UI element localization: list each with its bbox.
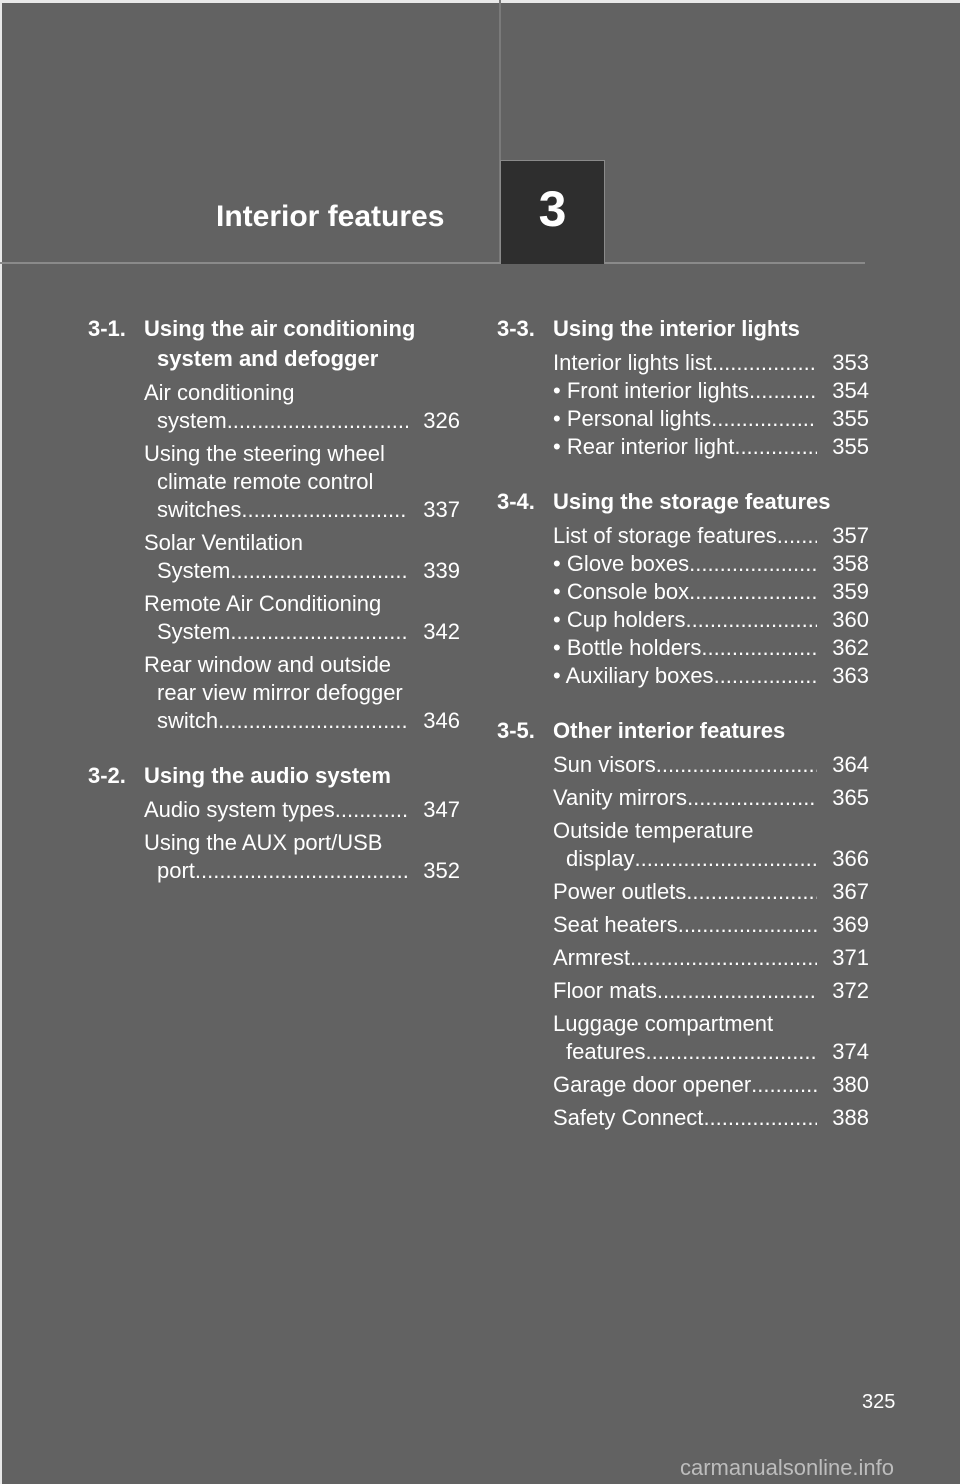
entry-page-number: 363 bbox=[832, 663, 869, 688]
entry-text-line: Remote Air Conditioning bbox=[144, 591, 382, 616]
entry-text-line: Audio system types bbox=[144, 797, 335, 822]
entry-text-line: System bbox=[157, 558, 231, 583]
entry-leader-row bbox=[144, 618, 460, 646]
entry-text-line: • Console box bbox=[553, 579, 690, 604]
entry-page-number: 353 bbox=[832, 350, 869, 375]
toc-entry-defogger-switch[interactable] bbox=[144, 651, 460, 735]
section-heading bbox=[497, 487, 869, 517]
entry-page-number: 355 bbox=[832, 406, 869, 431]
entry-leader-row bbox=[553, 349, 869, 377]
watermark: carmanualsonline.info bbox=[680, 1455, 895, 1480]
dot-leader bbox=[241, 496, 408, 524]
entry-leader-row bbox=[553, 578, 869, 606]
header-divider-horizontal bbox=[0, 262, 865, 264]
toc-entry-console-box[interactable] bbox=[553, 578, 869, 606]
toc-section-3-4 bbox=[497, 487, 869, 690]
dot-leader bbox=[734, 433, 817, 461]
entry-page-number: 326 bbox=[423, 408, 460, 433]
toc-entry-rear-interior-light[interactable] bbox=[553, 433, 869, 461]
entry-page-number: 372 bbox=[832, 978, 869, 1003]
entry-page-number: 366 bbox=[832, 846, 869, 871]
section-heading bbox=[497, 716, 869, 746]
entry-page-number: 380 bbox=[832, 1072, 869, 1097]
toc-entry-air-conditioning-system[interactable] bbox=[144, 379, 460, 435]
entry-leader-row bbox=[144, 407, 460, 435]
entry-page-number: 339 bbox=[423, 558, 460, 583]
toc-entry-outside-temperature-display[interactable] bbox=[553, 817, 869, 873]
entry-page-number: 365 bbox=[832, 785, 869, 810]
entry-page-number: 371 bbox=[832, 945, 869, 970]
toc-entry-sun-visors[interactable] bbox=[553, 751, 869, 779]
dot-leader bbox=[689, 550, 817, 578]
dot-leader bbox=[685, 606, 817, 634]
entry-text-line: climate remote control bbox=[157, 469, 374, 494]
entry-text-line: System bbox=[157, 619, 231, 644]
entry-page-number: 360 bbox=[832, 607, 869, 632]
dot-leader bbox=[701, 634, 817, 662]
dot-leader bbox=[630, 944, 817, 972]
dot-leader bbox=[634, 845, 817, 873]
entry-text-line: port bbox=[157, 858, 195, 883]
entry-text-line: Garage door opener bbox=[553, 1072, 752, 1097]
entry-text-line: • Auxiliary boxes bbox=[553, 663, 714, 688]
toc-entry-interior-lights-list[interactable] bbox=[553, 349, 869, 377]
toc-entry-auxiliary-boxes[interactable] bbox=[553, 662, 869, 690]
section-title-line: system and defogger bbox=[157, 346, 379, 371]
entry-text-line: Seat heaters bbox=[553, 912, 678, 937]
dot-leader bbox=[777, 522, 817, 550]
entry-page-number: 369 bbox=[832, 912, 869, 937]
toc-entry-safety-connect[interactable] bbox=[553, 1104, 869, 1132]
entry-page-number: 342 bbox=[423, 619, 460, 644]
entry-text-line: Using the steering wheel bbox=[144, 441, 385, 466]
entry-text-line: • Rear interior light bbox=[553, 434, 735, 459]
section-title: Using the storage features bbox=[553, 489, 831, 514]
dot-leader bbox=[230, 618, 408, 646]
dot-leader bbox=[712, 349, 817, 377]
entry-page-number: 355 bbox=[832, 434, 869, 459]
section-title bbox=[144, 314, 460, 374]
toc-section-3-5 bbox=[497, 716, 869, 1132]
entry-text-line: Rear window and outside bbox=[144, 652, 392, 677]
entry-text-line: display bbox=[566, 846, 635, 871]
toc-section-3-2 bbox=[88, 761, 460, 885]
toc-entry-luggage-compartment-features[interactable] bbox=[553, 1010, 869, 1066]
entry-leader-row bbox=[553, 784, 869, 812]
dot-leader bbox=[227, 407, 408, 435]
dot-leader bbox=[646, 1038, 818, 1066]
entry-page-number: 364 bbox=[832, 752, 869, 777]
entry-page-number: 359 bbox=[832, 579, 869, 604]
dot-leader bbox=[656, 751, 817, 779]
section-number: 3-3. bbox=[497, 316, 535, 341]
section-title-line: Using the audio system bbox=[144, 763, 391, 788]
toc-entry-seat-heaters[interactable] bbox=[553, 911, 869, 939]
entry-text-line: • Glove boxes bbox=[553, 551, 690, 576]
toc-entry-solar-ventilation[interactable] bbox=[144, 529, 460, 585]
section-title: Using the interior lights bbox=[553, 316, 800, 341]
entry-page-number: 354 bbox=[832, 378, 869, 403]
entry-page-number: 347 bbox=[423, 797, 460, 822]
toc-entry-vanity-mirrors[interactable] bbox=[553, 784, 869, 812]
toc-entry-storage-features-list[interactable] bbox=[553, 522, 869, 550]
toc-left-column bbox=[88, 314, 460, 911]
section-number: 3-2. bbox=[88, 763, 126, 788]
dot-leader bbox=[751, 1071, 817, 1099]
toc-entry-garage-door-opener[interactable] bbox=[553, 1071, 869, 1099]
chapter-number: 3 bbox=[538, 180, 567, 237]
entry-leader-row bbox=[553, 377, 869, 405]
toc-entry-power-outlets[interactable] bbox=[553, 878, 869, 906]
section-heading bbox=[88, 314, 460, 374]
entry-page-number: 357 bbox=[832, 523, 869, 548]
entry-page-number: 346 bbox=[423, 708, 460, 733]
toc-entry-aux-usb-port[interactable] bbox=[144, 829, 460, 885]
dot-leader bbox=[711, 405, 817, 433]
entry-text-line: Floor mats bbox=[553, 978, 657, 1003]
toc-entry-personal-lights[interactable] bbox=[553, 405, 869, 433]
entry-text-line: • Bottle holders bbox=[553, 635, 702, 660]
dot-leader bbox=[689, 578, 817, 606]
page-number: 325 bbox=[862, 1391, 896, 1413]
entry-leader-row bbox=[553, 606, 869, 634]
entry-leader-row bbox=[553, 1038, 869, 1066]
entry-leader-row bbox=[144, 557, 460, 585]
dot-leader bbox=[686, 878, 817, 906]
entry-text-line: rear view mirror defogger bbox=[157, 680, 403, 705]
entry-page-number: 362 bbox=[832, 635, 869, 660]
entry-text-line: • Personal lights bbox=[553, 406, 712, 431]
section-heading bbox=[497, 314, 869, 344]
toc-entry-remote-air-conditioning[interactable] bbox=[144, 590, 460, 646]
entry-leader-row bbox=[553, 878, 869, 906]
dot-leader bbox=[714, 662, 817, 690]
dot-leader bbox=[218, 707, 408, 735]
toc-entry-floor-mats[interactable] bbox=[553, 977, 869, 1005]
entry-leader-row bbox=[144, 496, 460, 524]
toc-entry-armrest[interactable] bbox=[553, 944, 869, 972]
entry-leader-row bbox=[144, 857, 460, 885]
entry-leader-row bbox=[553, 1104, 869, 1132]
section-title-line: Using the air conditioning bbox=[144, 316, 416, 341]
entry-leader-row bbox=[553, 751, 869, 779]
entry-text-line: Power outlets bbox=[553, 879, 687, 904]
entry-leader-row bbox=[553, 944, 869, 972]
section-number: 3-1. bbox=[88, 316, 126, 341]
section-heading bbox=[88, 761, 460, 791]
entry-text-line: features bbox=[566, 1039, 646, 1064]
toc-entry-glove-boxes[interactable] bbox=[553, 550, 869, 578]
toc-section-3-3 bbox=[497, 314, 869, 461]
entry-text-line: switches bbox=[157, 497, 242, 522]
dot-leader bbox=[230, 557, 408, 585]
page-frame-left bbox=[0, 0, 2, 1484]
toc-entry-bottle-holders[interactable] bbox=[553, 634, 869, 662]
entry-page-number: 374 bbox=[832, 1039, 869, 1064]
entry-text-line: Using the AUX port/USB bbox=[144, 830, 383, 855]
entry-page-number: 337 bbox=[423, 497, 460, 522]
entry-leader-row bbox=[144, 707, 460, 735]
entry-leader-row bbox=[553, 634, 869, 662]
entry-leader-row bbox=[144, 796, 460, 824]
entry-text-line: • Front interior lights bbox=[553, 378, 749, 403]
entry-leader-row bbox=[553, 911, 869, 939]
chapter-title: Interior features bbox=[216, 200, 445, 233]
toc-entry-steering-wheel-climate-remote[interactable] bbox=[144, 440, 460, 524]
dot-leader bbox=[195, 857, 408, 885]
section-title bbox=[144, 761, 460, 791]
page-frame-top bbox=[0, 0, 960, 3]
entry-text-line: Safety Connect bbox=[553, 1105, 704, 1130]
section-number: 3-5. bbox=[497, 718, 535, 743]
dot-leader bbox=[335, 796, 408, 824]
entry-page-number: 388 bbox=[832, 1105, 869, 1130]
entry-leader-row bbox=[553, 405, 869, 433]
entry-leader-row bbox=[553, 662, 869, 690]
entry-text-line: Air conditioning bbox=[144, 380, 295, 405]
dot-leader bbox=[657, 977, 817, 1005]
dot-leader bbox=[749, 377, 817, 405]
dot-leader bbox=[703, 1104, 817, 1132]
dot-leader bbox=[687, 784, 817, 812]
dot-leader bbox=[678, 911, 817, 939]
entry-leader-row bbox=[553, 433, 869, 461]
entry-text-line: • Cup holders bbox=[553, 607, 686, 632]
entry-text-line: List of storage features bbox=[553, 523, 777, 548]
entry-leader-row bbox=[553, 977, 869, 1005]
toc-section-3-1 bbox=[88, 314, 460, 735]
entry-text-line: Armrest bbox=[553, 945, 630, 970]
entry-page-number: 352 bbox=[423, 858, 460, 883]
entry-page-number: 358 bbox=[832, 551, 869, 576]
section-number: 3-4. bbox=[497, 489, 535, 514]
entry-text-line: Outside temperature bbox=[553, 818, 754, 843]
entry-text-line: system bbox=[157, 408, 227, 433]
entry-text-line: switch bbox=[157, 708, 219, 733]
toc-right-column bbox=[497, 314, 869, 1158]
entry-text-line: Interior lights list bbox=[553, 350, 712, 375]
toc-entry-audio-system-types[interactable] bbox=[144, 796, 460, 824]
entry-text-line: Luggage compartment bbox=[553, 1011, 774, 1036]
entry-leader-row bbox=[553, 550, 869, 578]
toc-entry-front-interior-lights[interactable] bbox=[553, 377, 869, 405]
entry-leader-row bbox=[553, 1071, 869, 1099]
entry-leader-row bbox=[553, 845, 869, 873]
section-title: Other interior features bbox=[553, 718, 786, 743]
entry-leader-row bbox=[553, 522, 869, 550]
entry-text-line: Solar Ventilation bbox=[144, 530, 303, 555]
entry-text-line: Sun visors bbox=[553, 752, 656, 777]
chapter-number-box bbox=[500, 160, 605, 264]
toc-entry-cup-holders[interactable] bbox=[553, 606, 869, 634]
entry-text-line: Vanity mirrors bbox=[553, 785, 688, 810]
entry-page-number: 367 bbox=[832, 879, 869, 904]
